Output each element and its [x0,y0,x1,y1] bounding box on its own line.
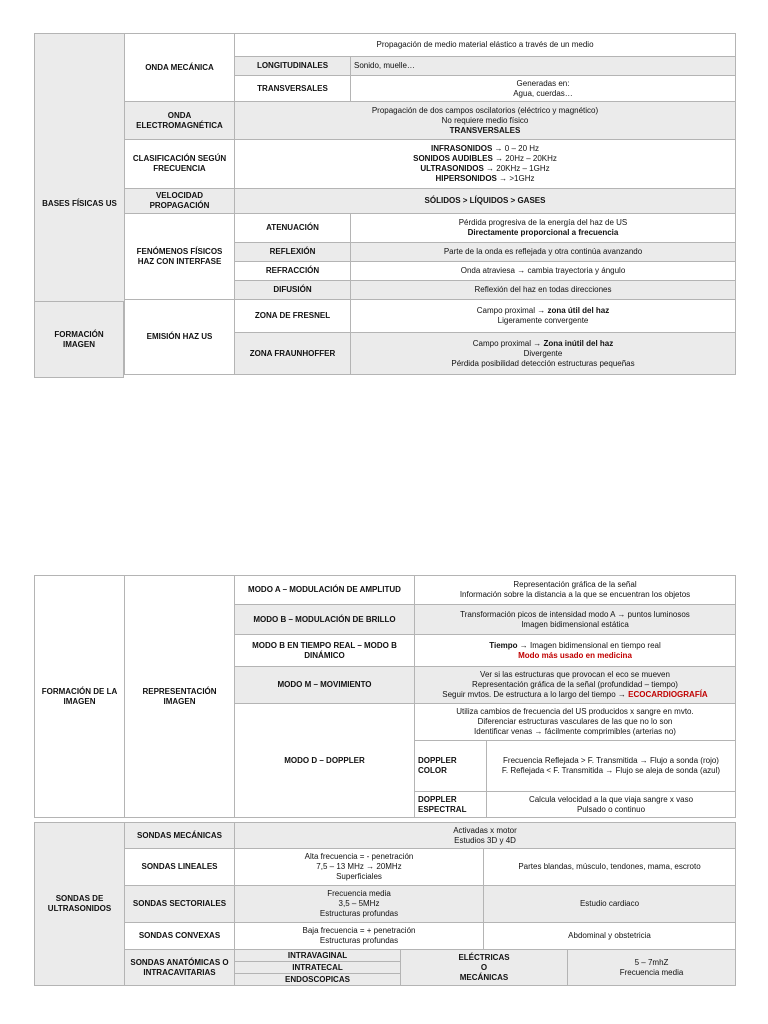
convexas-label: SONDAS CONVEXAS [125,923,235,950]
velocidad-label: VELOCIDAD PROPAGACIÓN [125,189,235,214]
difusion-desc: Reflexión del haz en todas direcciones [351,281,736,300]
doppler-color-label: DOPPLER COLOR [415,741,487,792]
right-arrow-icon: → [639,756,648,765]
modo-d-label: MODO D – DOPPLER [235,704,415,818]
representacion-label: REPRESENTACIÓN IMAGEN [125,576,235,818]
reflexion-desc: Parte de la onda es reflejada y otra continúa avanzando [351,243,736,262]
anatomicas-desc: 5 – 7mhZ Frecuencia media [568,950,736,986]
right-arrow-icon: → [517,266,526,275]
sectoriales-desc: Frecuencia media 3,5 – 5MHz Estructuras profundas [235,886,484,923]
right-arrow-icon: → [537,306,546,315]
convexas-desc: Baja frecuencia = + penetración Estructuras profundas [235,923,484,950]
modo-btr-label: MODO B EN TIEMPO REAL – MODO B DINÁMICO [235,635,415,667]
sectoriales-uso: Estudio cardiaco [484,886,736,923]
atenuacion-desc: Pérdida progresiva de la energía del haz de US Directamente proporcional a frecuencia [351,214,736,243]
clasificacion-label: CLASIFICACIÓN SEGÚN FRECUENCIA [125,140,235,189]
formacion-imagen-label: FORMACIÓN IMAGEN [34,301,124,378]
modo-d-desc: Utiliza cambios de frecuencia del US producidos x sangre en mvto. Diferenciar estructuras vasculares de las que no lo son Identificar venas → fácilmente comprimibles (arterias no) [415,704,736,741]
sectoriales-label: SONDAS SECTORIALES [125,886,235,923]
right-arrow-icon: → [534,727,543,736]
fraunhoffer-desc: Campo proximal → Zona inútil del haz Divergente Pérdida posibilidad detección estructuras pequeñas [351,333,736,375]
mecanicas-desc: Activadas x motor Estudios 3D y 4D [235,823,736,849]
electricas-mecanicas: ELÉCTRICAS O MECÁNICAS [401,950,568,986]
velocidad-desc: SÓLIDOS > LÍQUIDOS > GASES [235,189,736,214]
right-arrow-icon: → [533,338,542,348]
doppler-espectral-label: DOPPLER ESPECTRAL [415,792,487,818]
imaging-table [34,575,736,818]
formacion-section-label: FORMACIÓN DE LA IMAGEN [35,576,125,818]
bases-section-label: BASES FÍSICAS US [35,34,125,375]
right-arrow-icon: → [495,154,504,163]
longitudinales-label: LONGITUDINALES [235,57,351,76]
modo-a-desc: Representación gráfica de la señal Información sobre la distancia a la que se encuentran los objetos [415,576,736,605]
modo-b-label: MODO B – MODULACIÓN DE BRILLO [235,605,415,635]
probes-table [34,822,736,986]
fenomenos-label: FENÓMENOS FÍSICOS HAZ CON INTERFASE [125,214,235,300]
right-arrow-icon: → [486,164,495,173]
fraunhoffer-label: ZONA FRAUNHOFFER [235,333,351,375]
fresnel-label: ZONA DE FRESNEL [235,300,351,333]
sondas-section-label: SONDAS DE ULTRASONIDOS [35,823,125,986]
lineales-label: SONDAS LINEALES [125,849,235,886]
transversales-desc: Generadas en: Agua, cuerdas… [351,76,736,102]
refraccion-label: REFRACCIÓN [235,262,351,281]
onda-mecanica-label: ONDA MECÁNICA [125,34,235,102]
onda-em-desc: Propagación de dos campos oscilatorios (eléctrico y magnético) No requiere medio físico TRANSVERSALES [235,102,736,140]
emision-label: EMISIÓN HAZ US [125,300,235,375]
endoscopicas-label: ENDOSCOPICAS [235,974,401,986]
frequency-list: INFRASONIDOS → 0 – 20 Hz SONIDOS AUDIBLES → 20Hz – 20KHz ULTRASONIDOS → 20KHz – 1GHz HIPERSONIDOS → >1GHz [235,140,736,189]
convexas-uso: Abdominal y obstetricia [484,923,736,950]
longitudinales-desc: Sonido, muelle… [351,57,736,76]
mecanicas-label: SONDAS MECÁNICAS [125,823,235,849]
physics-table [34,33,736,375]
right-arrow-icon: → [519,640,528,650]
right-arrow-icon: → [494,144,503,153]
onda-em-label: ONDA ELECTROMAGNÉTICA [125,102,235,140]
fresnel-desc: Campo proximal → zona útil del haz Ligeramente convergente [351,300,736,333]
lineales-desc: Alta frecuencia = - penetración 7,5 – 13 MHz → 20MHz Superficiales [235,849,484,886]
intratecal-label: INTRATECAL [235,962,401,974]
lineales-uso: Partes blandas, músculo, tendones, mama, escroto [484,849,736,886]
right-arrow-icon: → [499,174,508,183]
modo-m-label: MODO M – MOVIMIENTO [235,667,415,704]
right-arrow-icon: → [617,690,626,699]
transversales-label: TRANSVERSALES [235,76,351,102]
modo-m-desc: Ver si las estructuras que provocan el eco se mueven Representación gráfica de la señal (profundidad – tiempo) Seguir mvtos. De estructura a lo largo del tiempo → ECOCARDIOGRAFÍA [415,667,736,704]
doppler-espectral-desc: Calcula velocidad a la que viaja sangre x vaso Pulsado o continuo [487,792,736,818]
right-arrow-icon: → [617,609,626,619]
modo-b-desc: Transformación picos de intensidad modo A → puntos luminosos Imagen bidimensional estática [415,605,736,635]
right-arrow-icon: → [605,766,614,775]
right-arrow-icon: → [366,862,375,871]
reflexion-label: REFLEXIÓN [235,243,351,262]
doppler-color-desc: Frecuencia Reflejada > F. Transmitida → Flujo a sonda (rojo) F. Reflejada < F. Transmitida → Flujo se aleja de sonda (azul) [487,741,736,792]
difusion-label: DIFUSIÓN [235,281,351,300]
refraccion-desc: Onda atraviesa → cambia trayectoria y ángulo [351,262,736,281]
modo-a-label: MODO A – MODULACIÓN DE AMPLITUD [235,576,415,605]
onda-mecanica-desc: Propagación de medio material elástico a través de un medio [235,34,736,57]
anatomicas-label: SONDAS ANATÓMICAS O INTRACAVITARIAS [125,950,235,986]
modo-btr-desc: Tiempo → Imagen bidimensional en tiempo real Modo más usado en medicina [415,635,736,667]
atenuacion-label: ATENUACIÓN [235,214,351,243]
intravaginal-label: INTRAVAGINAL [235,950,401,962]
